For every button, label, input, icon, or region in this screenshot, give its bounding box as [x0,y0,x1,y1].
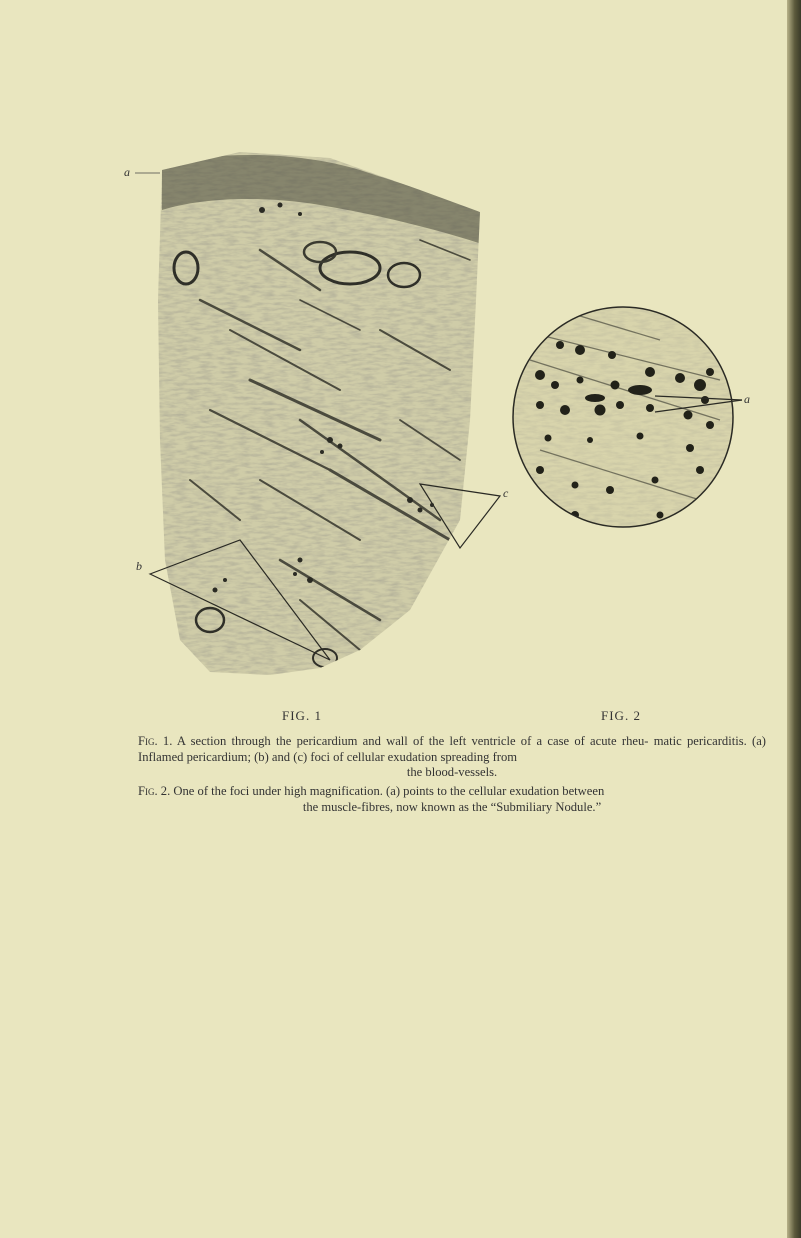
caption-fig-2-lead: Fig. 2. [138,784,171,798]
label-c: c [503,486,509,500]
caption-fig-1-line-1: A section through the pericardium and wall of the left ventricle of a case of acute rheu- [176,734,649,748]
caption-fig-1-lead: Fig. 1. [138,734,173,748]
caption-fig-1-line-3: the blood-vessels. [406,765,498,779]
fig-2-label: FIG. 2 [601,708,641,723]
figure-2-magnification [510,305,742,535]
caption-fig-1 [138,734,766,781]
label-a-fig2: a [744,392,750,406]
label-b: b [136,559,142,573]
caption-fig-1-line-2: matic pericarditis. (a) Inflamed pericardium; (b) and (c) foci of cellular exudation spreading from [138,734,766,764]
caption-fig-2-line-2: the muscle-fibres, now known as the “Submiliary Nodule.” [302,799,602,814]
fig-1-label: FIG. 1 [282,708,322,723]
caption-fig-2 [138,784,766,815]
figure-1-section [135,140,500,680]
label-a-fig1: a [124,165,130,179]
caption-fig-2-line-1: One of the foci under high magnification. (a) points to the cellular exudation between [173,784,605,798]
